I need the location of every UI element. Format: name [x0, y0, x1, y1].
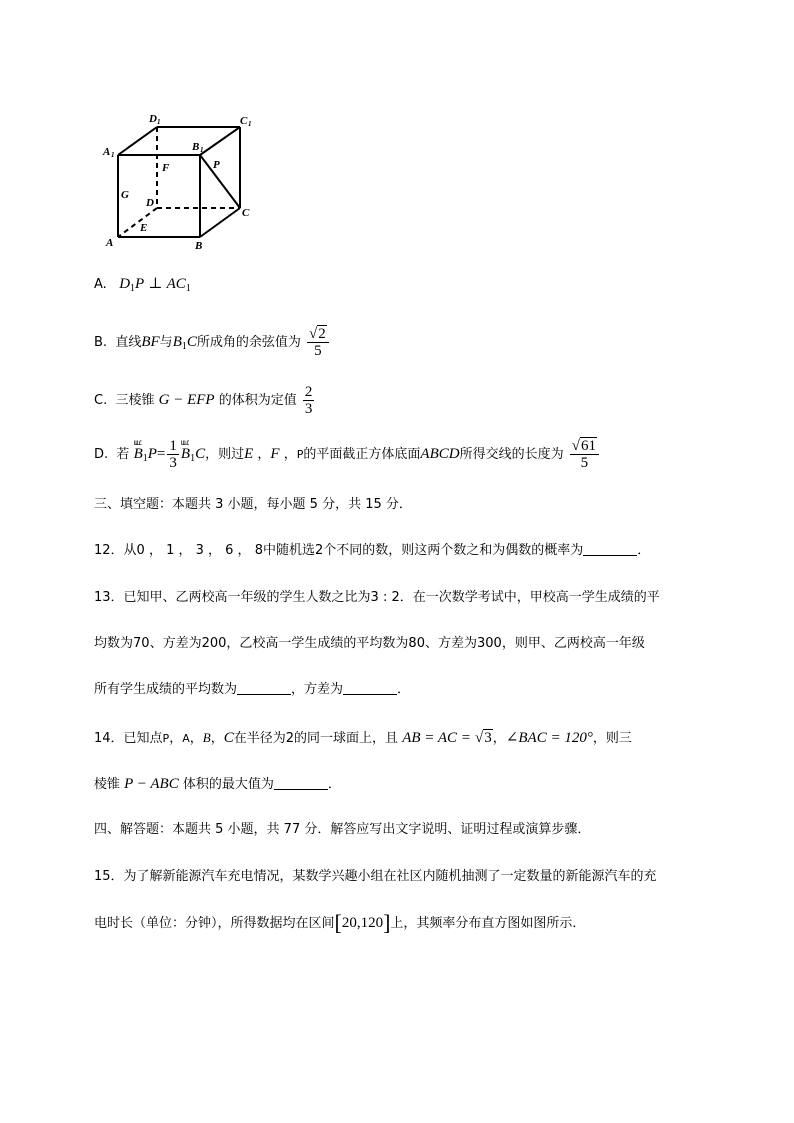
var-d1: $D_1$ — [119, 276, 136, 294]
angle-bac: ∠BAC = 120° — [505, 730, 593, 746]
vector-b1p: ɯɾ $B_1P$ — [133, 438, 157, 464]
option-b-prefix: B. — [94, 335, 108, 350]
option-d-text1: 若 — [116, 447, 130, 462]
var-b1c: $B_1C$ — [172, 334, 197, 352]
ratio: 3 : 2 — [370, 590, 400, 605]
option-d: D. 若 ɯɾ $B_1P=$ $\frac{1}{3}$ ɯɾ $B_1C$，则过E ，F ，P的平面截正方体底面ABCD所得交线的长度为 $\frac{√61}{5}$ — [94, 438, 601, 471]
var-f: F — [270, 446, 280, 462]
var-bf: BF — [141, 334, 160, 350]
label-a1-sub: 1 — [111, 151, 115, 159]
q12-numbers: 0 ， 1 ， 3 ， 6 ， 8 — [136, 543, 263, 558]
edge-b-c — [200, 208, 240, 237]
option-b-text2: 与 — [159, 335, 173, 350]
vector-b1c: ɯɾ $B_1C$ — [180, 438, 206, 464]
expr-g-efp: G − EFP — [158, 392, 215, 408]
label-a1: A — [103, 146, 111, 158]
label-d: D — [146, 197, 154, 209]
label-b1: B — [192, 141, 200, 153]
fraction-2-over-3: $\frac{2}{3}$ — [304, 384, 313, 417]
answer-blank-mean — [237, 680, 291, 695]
label-d1: D — [149, 113, 157, 125]
label-a: A — [106, 237, 114, 249]
option-b-text3: 所成角的余弦值为 — [196, 335, 301, 350]
label-b: B — [195, 240, 203, 252]
equals-sign: = — [156, 446, 166, 462]
option-c-prefix: C. — [94, 393, 108, 408]
fraction-sqrt61-over-5: $\frac{√61}{5}$ — [570, 438, 599, 471]
answer-blank — [583, 541, 637, 556]
label-p: P — [213, 159, 220, 171]
option-a — [94, 274, 191, 299]
section-3-heading: 三、填空题：本题共 3 小题，每小题 5 分，共 15 分． — [94, 497, 412, 512]
var-p: P — [135, 276, 145, 292]
edge-b1-c — [200, 155, 240, 208]
question-12: 12．从0 ， 1 ， 3 ， 6 ， 8中随机选2个不同的数，则这两个数之和为偶数的概率为 ． — [94, 543, 651, 558]
label-c1: C — [240, 115, 248, 127]
option-d-prefix: D. — [94, 447, 109, 462]
section-4-heading: 四、解答题：本题共 5 小题，共 77 分．解答应写出文字说明、证明过程或演算步骤． — [94, 822, 591, 837]
label-g: G — [121, 189, 129, 201]
option-b-text1: 直线 — [115, 335, 142, 350]
expr-p-abc: P − ABC — [124, 776, 179, 792]
fraction-1-over-3: $\frac{1}{3}$ — [169, 438, 177, 471]
var-p2: P — [296, 448, 304, 461]
answer-blank — [274, 775, 328, 790]
perp-symbol: ⊥ — [148, 276, 163, 292]
question-15-line-1: 15．为了解新能源汽车充电情况，某数学兴趣小组在社区内随机抽测了一定数量的新能源汽车的充 — [94, 869, 657, 884]
equation-ab-ac: AB = AC = — [402, 730, 471, 746]
answer-blank-variance — [343, 680, 397, 695]
label-e: E — [140, 222, 148, 234]
interval: 20,120 — [341, 915, 384, 931]
question-13-line-1: 13．已知甲、乙两校高一年级的学生人数之比为3 : 2．在一次数学考试中，甲校高一学生成绩的平 — [94, 590, 660, 605]
var-ac1: $AC_1$ — [166, 276, 191, 294]
option-c-text2: 的体积为定值 — [218, 393, 297, 408]
option-d-text4: 所得交线的长度为 — [459, 447, 564, 462]
var-e: E — [244, 446, 254, 462]
option-d-text3: 的平面截正方体底面 — [303, 447, 421, 462]
label-d1-sub: 1 — [157, 118, 161, 126]
label-f: F — [162, 162, 170, 174]
label-c1-sub: 1 — [248, 120, 252, 128]
var-abcd: ABCD — [420, 446, 460, 462]
question-13-line-3: 所有学生成绩的平均数为 ，方差为 ． — [94, 682, 411, 697]
question-14-line-1: 14．已知点P，A，B，C在半径为2的同一球面上，且 AB = AC = √3，∠BAC = 120°，则三 — [94, 730, 632, 746]
label-b1-sub: 1 — [200, 146, 204, 154]
option-d-text2: ，则过 — [205, 447, 245, 462]
question-13-line-2: 均数为70、方差为200，乙校高一学生成绩的平均数为80、方差为300，则甲、乙两校高一年级 — [94, 636, 645, 651]
fraction-sqrt2-over-5: $\frac{√2}{5}$ — [307, 326, 329, 359]
edge-d-a — [118, 208, 157, 237]
sqrt-3: √3 — [475, 730, 492, 746]
question-14-line-2: 棱锥 P − ABC 体积的最大值为 ． — [94, 776, 341, 792]
option-b — [94, 326, 331, 359]
option-c — [94, 384, 316, 417]
option-c-text1: 三棱锥 — [115, 393, 155, 408]
label-c: C — [242, 207, 250, 219]
edge-a1-d1 — [118, 127, 157, 155]
option-a-prefix: A. — [94, 277, 107, 292]
cube-figure — [96, 108, 266, 253]
edge-c1-b1 — [200, 127, 240, 155]
question-15-line-2: 电时长（单位：分钟），所得数据均在区间[20,120]上，其频率分布直方图如图所示． — [94, 910, 586, 935]
